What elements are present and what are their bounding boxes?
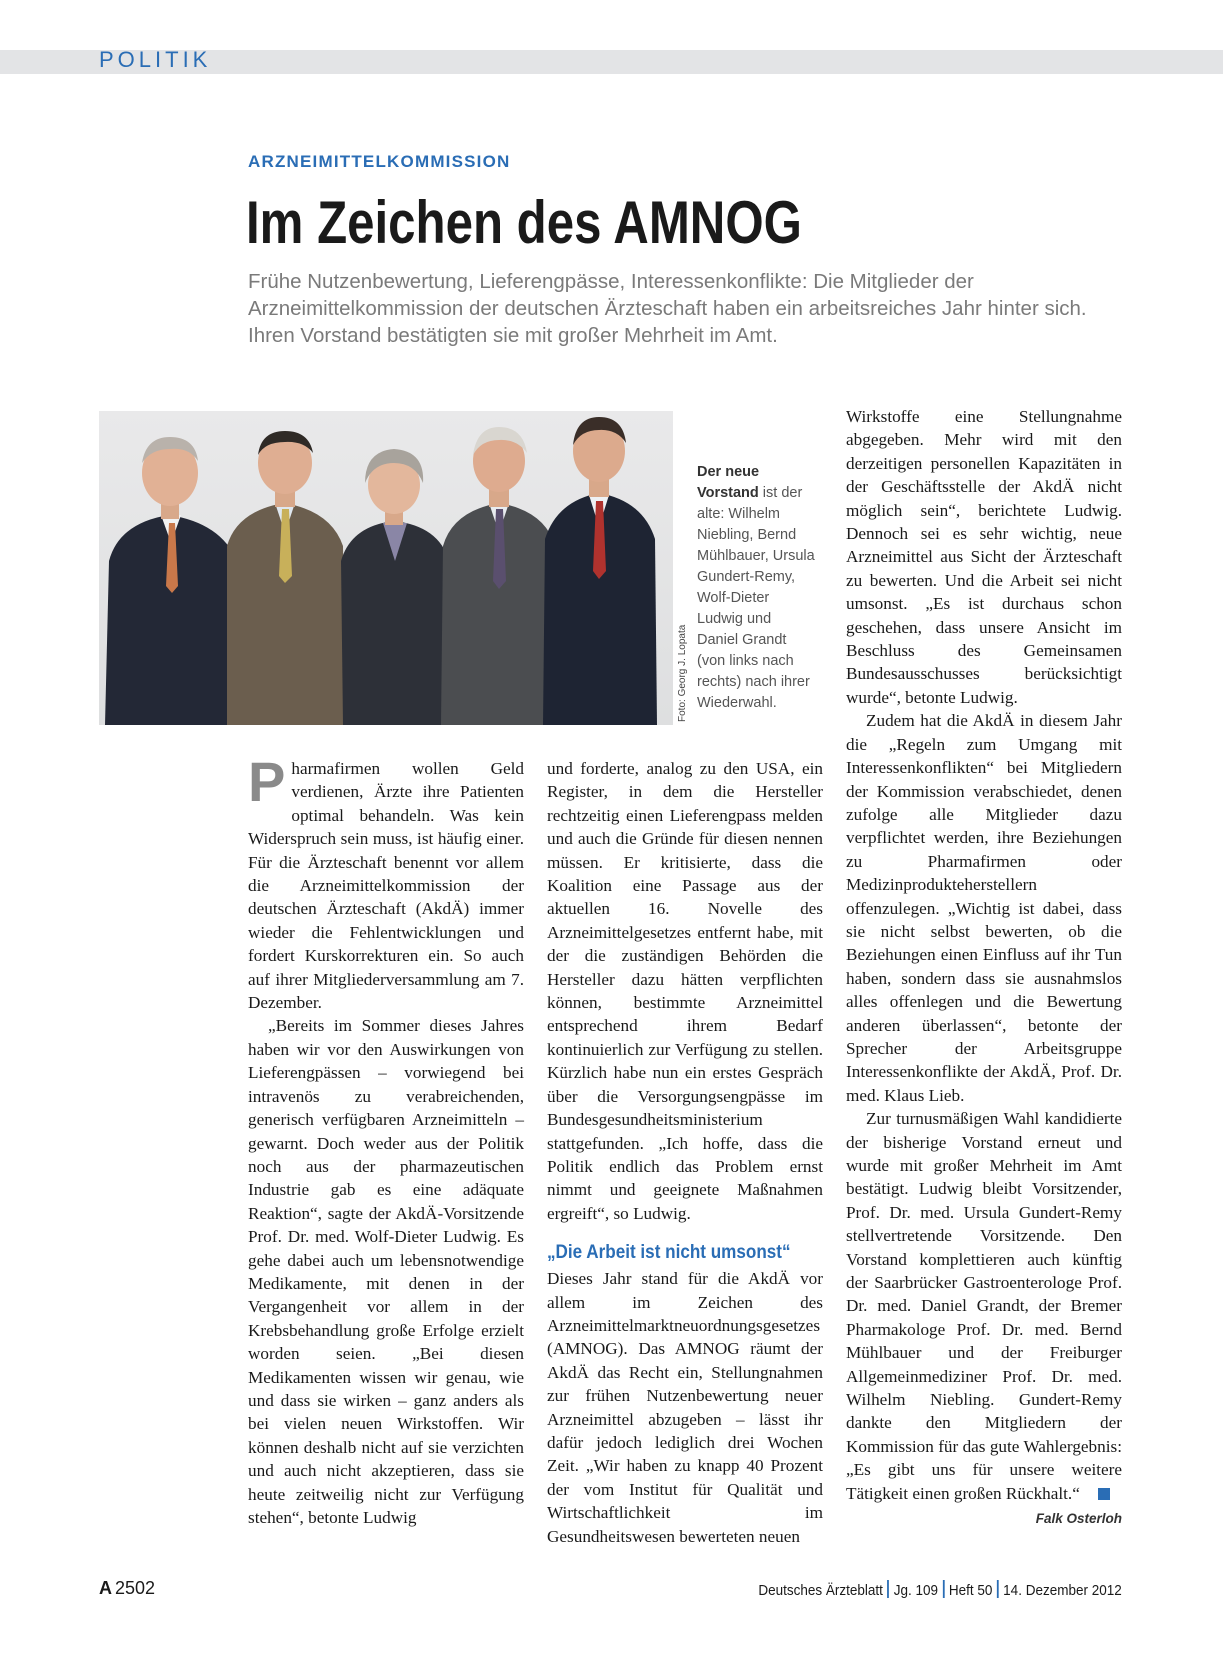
caption-text: ist der alte: Wilhelm Niebling, Bernd Mühlbauer, Ursula Gundert-Remy, Wolf-Dieter Ludwig und Daniel Grandt (von links nach rechts) nach ihrer Wiederwahl. xyxy=(697,485,815,711)
text-column-3 xyxy=(846,405,1122,1531)
paragraph: und forderte, analog zu den USA, ein Register, in dem die Hersteller rechtzeitig einen Lieferengpass melden und auch die Gründe für diesen nennen müssen. Er kritisierte, dass die Koalition eine Passage aus der aktuellen 16. Novelle des Arzneimittelgesetzes entfernt habe, mit der die zuständigen Behörden die Hersteller dazu hätten verpflichten können, bestimmte Arzneimittel entsprechend ihrem Bedarf kontinuierlich zur Verfügung zu stellen. Kürzlich habe nun ein erstes Gespräch über die Versorgungsengpässe im Bundesgesundheitsministerium stattgefunden. „Ich hoffe, dass die Politik endlich das Problem ernst nimmt und geeignete Maßnahmen ergreift“, so Ludwig. xyxy=(547,759,823,1223)
footer-divider xyxy=(943,1580,945,1598)
journal-date: 14. Dezember 2012 xyxy=(1003,1582,1122,1599)
article-lede: Frühe Nutzenbewertung, Lieferengpässe, Interessenkonflikte: Die Mitglieder der Arzneimittelkommission der deutschen Ärzteschaft haben ein arbeitsreiches Jahr hinter sich. Ihren Vorstand bestätigten sie mit großer Mehrheit im Amt. xyxy=(248,270,1087,347)
paragraph-text: harmafirmen wollen Geld verdienen, Ärzte ihre Patienten optimal behandeln. Was kein Widerspruch sein muss, ist häufig einer. Für die Ärzteschaft benennt vor allem die Arzneimittelkommission der deutschen Ärzteschaft (AkdÄ) immer wieder die Fehlentwicklungen und fordert Kurskorrekturen ein. So auch auf ihrer Mitgliederversammlung am 7. Dezember. xyxy=(248,759,524,1013)
end-mark-icon xyxy=(1098,1488,1110,1500)
paragraph: Wirkstoffe eine Stellungnahme abgegeben. Mehr wird mit den derzeitigen personellen Kapazitäten in der Geschäftsstelle der AkdÄ nicht möglich sein“, berichtete Ludwig. Dennoch sei es sehr wichtig, neue Arzneimittel aus Sicht der Ärzteschaft zu bewerten. Und die Arbeit sei nicht umsonst. „Es ist durchaus schon geschehen, dass unsere Ansicht im Beschluss des Gemeinsamen Bundesausschusses berücksichtigt wurde“, betonte Ludwig. xyxy=(846,407,1122,707)
journal-issue: Heft 50 xyxy=(949,1582,993,1599)
paragraph: Dieses Jahr stand für die AkdÄ vor allem im Zeichen des Arzneimittelmarktneuordnungsgesetzes (AMNOG). Das AMNOG räumt der AkdÄ das Recht ein, Stellungnahmen zur frühen Nutzenbewertung neuer Arzneimittel abzugeben – lässt ihr dafür jedoch lediglich drei Wochen Zeit. „Wir haben zu knapp 40 Prozent der vom Institut für Qualität und Wirtschaftlichkeit im Gesundheitswesen bewerteten neuen xyxy=(547,1269,823,1546)
paragraph: Zudem hat die AkdÄ in diesem Jahr die „Regeln zum Umgang mit Interessenkonflikten“ bei Mitgliedern der Kommission verabschiedet, denen zufolge alle Mitglieder dazu verpflichtet werden, ihre Beziehungen zu Pharmafirmen oder Medizinprodukteherstellern offenzulegen. „Wichtig ist dabei, dass sie nicht selbst bewerten, ob die Beziehungen einen Einfluss auf ihr Tun haben, sondern dass sie ausnahmslos alles offenlegen und die Bewertung anderen überlassen“, betonte der Sprecher der Arbeitsgruppe Interessenkonflikte der AkdÄ, Prof. Dr. med. Klaus Lieb. xyxy=(846,711,1122,1105)
group-photo-illustration xyxy=(99,411,673,725)
drop-cap: P xyxy=(248,750,286,813)
paragraph: „Bereits im Sommer dieses Jahres haben wir vor den Auswirkungen von Lieferengpässen – vorwiegend bei intravenös zu verabreichenden, generisch verfügbaren Arzneimitteln – gewarnt. Doch weder aus der Politik noch aus der pharmazeutischen Industrie gab es eine adäquate Reaktion“, sagte der AkdÄ-Vorsitzende Prof. Dr. med. Wolf-Dieter Ludwig. Es gehe dabei auch um lebensnotwendige Medikamente, mit denen in der Vergangenheit vor allem in der Krebsbehandlung große Erfolge erzielt worden seien. „Bei diesen Medikamenten wissen wir genau, wie und dass sie wirken – ganz anders als bei vielen neuen Wirkstoffen. Wir können deshalb nicht auf sie verzichten und auch nicht akzeptieren, dass sie heute zeitweilig nicht zur Verfügung stehen“, betonte Ludwig xyxy=(248,1016,524,1527)
footer-divider xyxy=(888,1580,890,1598)
page-number: 2502 xyxy=(115,1578,156,1598)
article-kicker: ARZNEIMITTELKOMMISSION xyxy=(248,152,511,171)
text-column-2 xyxy=(547,757,823,1548)
journal-volume: Jg. 109 xyxy=(893,1582,939,1599)
journal-name: Deutsches Ärzteblatt xyxy=(758,1582,884,1599)
page-folio xyxy=(99,1578,155,1599)
section-label: POLITIK xyxy=(99,47,212,72)
text-column-1 xyxy=(248,750,524,1529)
footer-divider xyxy=(997,1580,999,1598)
subheading: „Die Arbeit ist nicht umsonst“ xyxy=(547,1242,791,1264)
photo-credit: Foto: Georg J. Lopata xyxy=(677,624,688,722)
journal-footer xyxy=(759,1580,1122,1599)
paragraph-text: Zur turnusmäßigen Wahl kandidierte der bisherige Vorstand erneut und wurde mit großer Mehrheit im Amt bestätigt. Ludwig bleibt Vorsitzender, Prof. Dr. med. Ursula Gundert-Remy stellvertretende Vorsitzende. Den Vorstand komplettieren auch künftig der Saarbrücker Gastroenterologe Prof. Dr. med. Daniel Grandt, der Bremer Pharmakologe Prof. Dr. med. Bernd Mühlbauer und der Freiburger Allgemeinmediziner Prof. Dr. med. Wilhelm Niebling. Gundert-Remy dankte den Mitgliedern der Kommission für das gute Wahlergebnis: „Es gibt uns für unsere weitere Tätigkeit einen großen Rückhalt.“ xyxy=(846,1109,1122,1503)
author-byline: Falk Osterloh xyxy=(1035,1511,1122,1527)
article-title: Im Zeichen des AMNOG xyxy=(246,189,802,256)
photo-caption xyxy=(697,462,815,714)
paragraph xyxy=(248,750,524,1014)
group-photo xyxy=(99,411,673,725)
paragraph xyxy=(846,1107,1122,1505)
page-prefix: A xyxy=(99,1578,112,1598)
caption-lead: Der neue Vorstand xyxy=(697,464,760,501)
